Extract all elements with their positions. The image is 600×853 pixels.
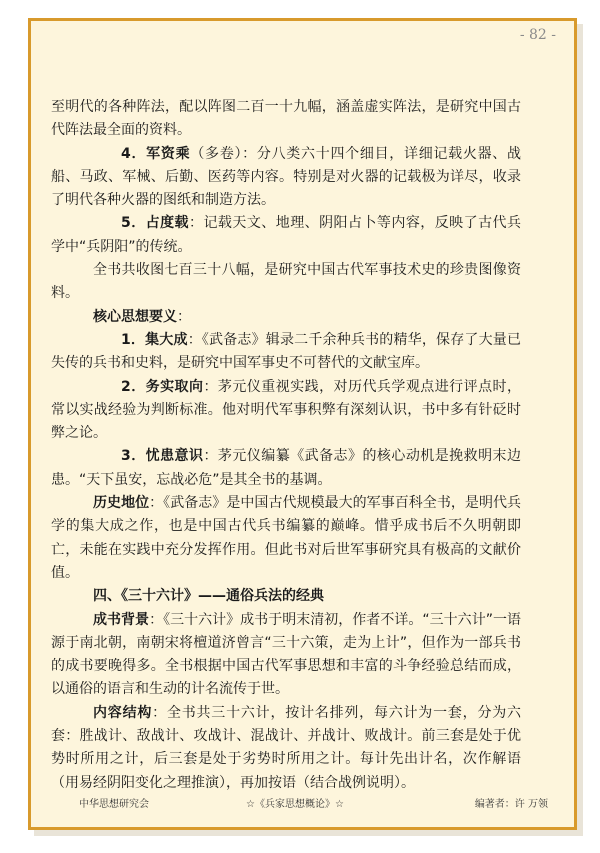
item-label: 1．集大成 [121,331,188,348]
footer-author: 编著者：许 万领 [474,799,548,810]
footer-organization: 中华思想研究会 [79,799,149,810]
paragraph-ji-da-cheng: 1．集大成：《武备志》辑录二千余种兵书的精华，保存了大量已失传的兵书和史料，是研究中国军事史不可替代的文献宝库。 [51,331,521,372]
item-label: 内容结构 [93,704,153,721]
item-label: 2．务实取向 [121,378,204,395]
item-label: 5．占度载 [121,215,190,232]
item-label: 3．忧患意识 [121,448,204,465]
item-label: 成书背景 [93,611,150,628]
page-shadow-bottom [34,830,583,836]
paragraph-youhuan-yishi: 3．忧患意识：茅元仪编纂《武备志》的核心动机是挽救明末边患。“天下虽安，忘战必危”是其全书的基调。 [51,448,521,488]
paragraph-historical-status: 历史地位：《武备志》是中国古代规模最大的军事百科全书，是明代兵学的集大成之作，也是中国古代兵书编纂的巅峰。惜乎成书后不久明朝即亡，未能在实践中充分发挥作用。但此书对后世军事研究具有极高的文献价值。 [51,495,522,581]
paragraph-background: 成书背景：《三十六计》成书于明末清初，作者不详。“三十六计”一语源于南北朝，南朝宋将檀道济曾言“三十六策，走为上计”，但作为一部兵书的成书要晚得多。全书根据中国古代军事思想和丰富的斗争经验总结而成，以通俗的语言和生动的计名流传于世。 [51,611,521,698]
item-label: 历史地位 [93,495,150,512]
paragraph-illustrations: 全书共收图七百三十八幅，是研究中国古代军事技术史的珍贵图像资料。 [51,262,521,302]
page-shadow-right [577,24,583,836]
section-heading-core-ideas: 核心思想要义： [93,308,191,325]
paragraph-formation-continued: 至明代的各种阵法，配以阵图二百一十九幅，涵盖虚实阵法，是研究中国古代阵法最全面的资料。 [51,99,521,139]
paragraph-structure: 内容结构：全书共三十六计，按计名排列，每六计为一套，分为六套：胜战计、敌战计、攻战计、混战计、并战计、败战计。前三套是处于优势时所用之计，后三套是处于劣势时所用之计。每计先出计名，次作解语（用易经阴阳变化之理推演），再加按语（结合战例说明）。 [51,704,522,791]
paragraph-junzi-cheng: 4．军资乘（多卷）：分八类六十四个细目，详细记载火器、战船、马政、军械、后勤、医药等内容。特别是对火器的记载极为详尽，收录了明代各种火器的图纸和制造方法。 [51,145,521,209]
section-heading-36-stratagems: 四、《三十六计》——通俗兵法的经典 [93,588,324,605]
paragraph-zhandu-zai: 5．占度载：记载天文、地理、阴阳占卜等内容，反映了古代兵学中“兵阴阳”的传统。 [51,215,521,255]
paragraph-wushi-quxiang: 2．务实取向：茅元仪重视实践，对历代兵学观点进行评点时，常以实战经验为判断标准。他对明代军事积弊有深刻认识，书中多有针砭时弊之论。 [51,378,521,442]
page-content [51,96,521,795]
footer-book-title: ☆《兵家思想概论》☆ [246,799,344,810]
page-number: - 82 - [519,27,556,43]
item-label: 4．军资乘 [121,145,191,162]
